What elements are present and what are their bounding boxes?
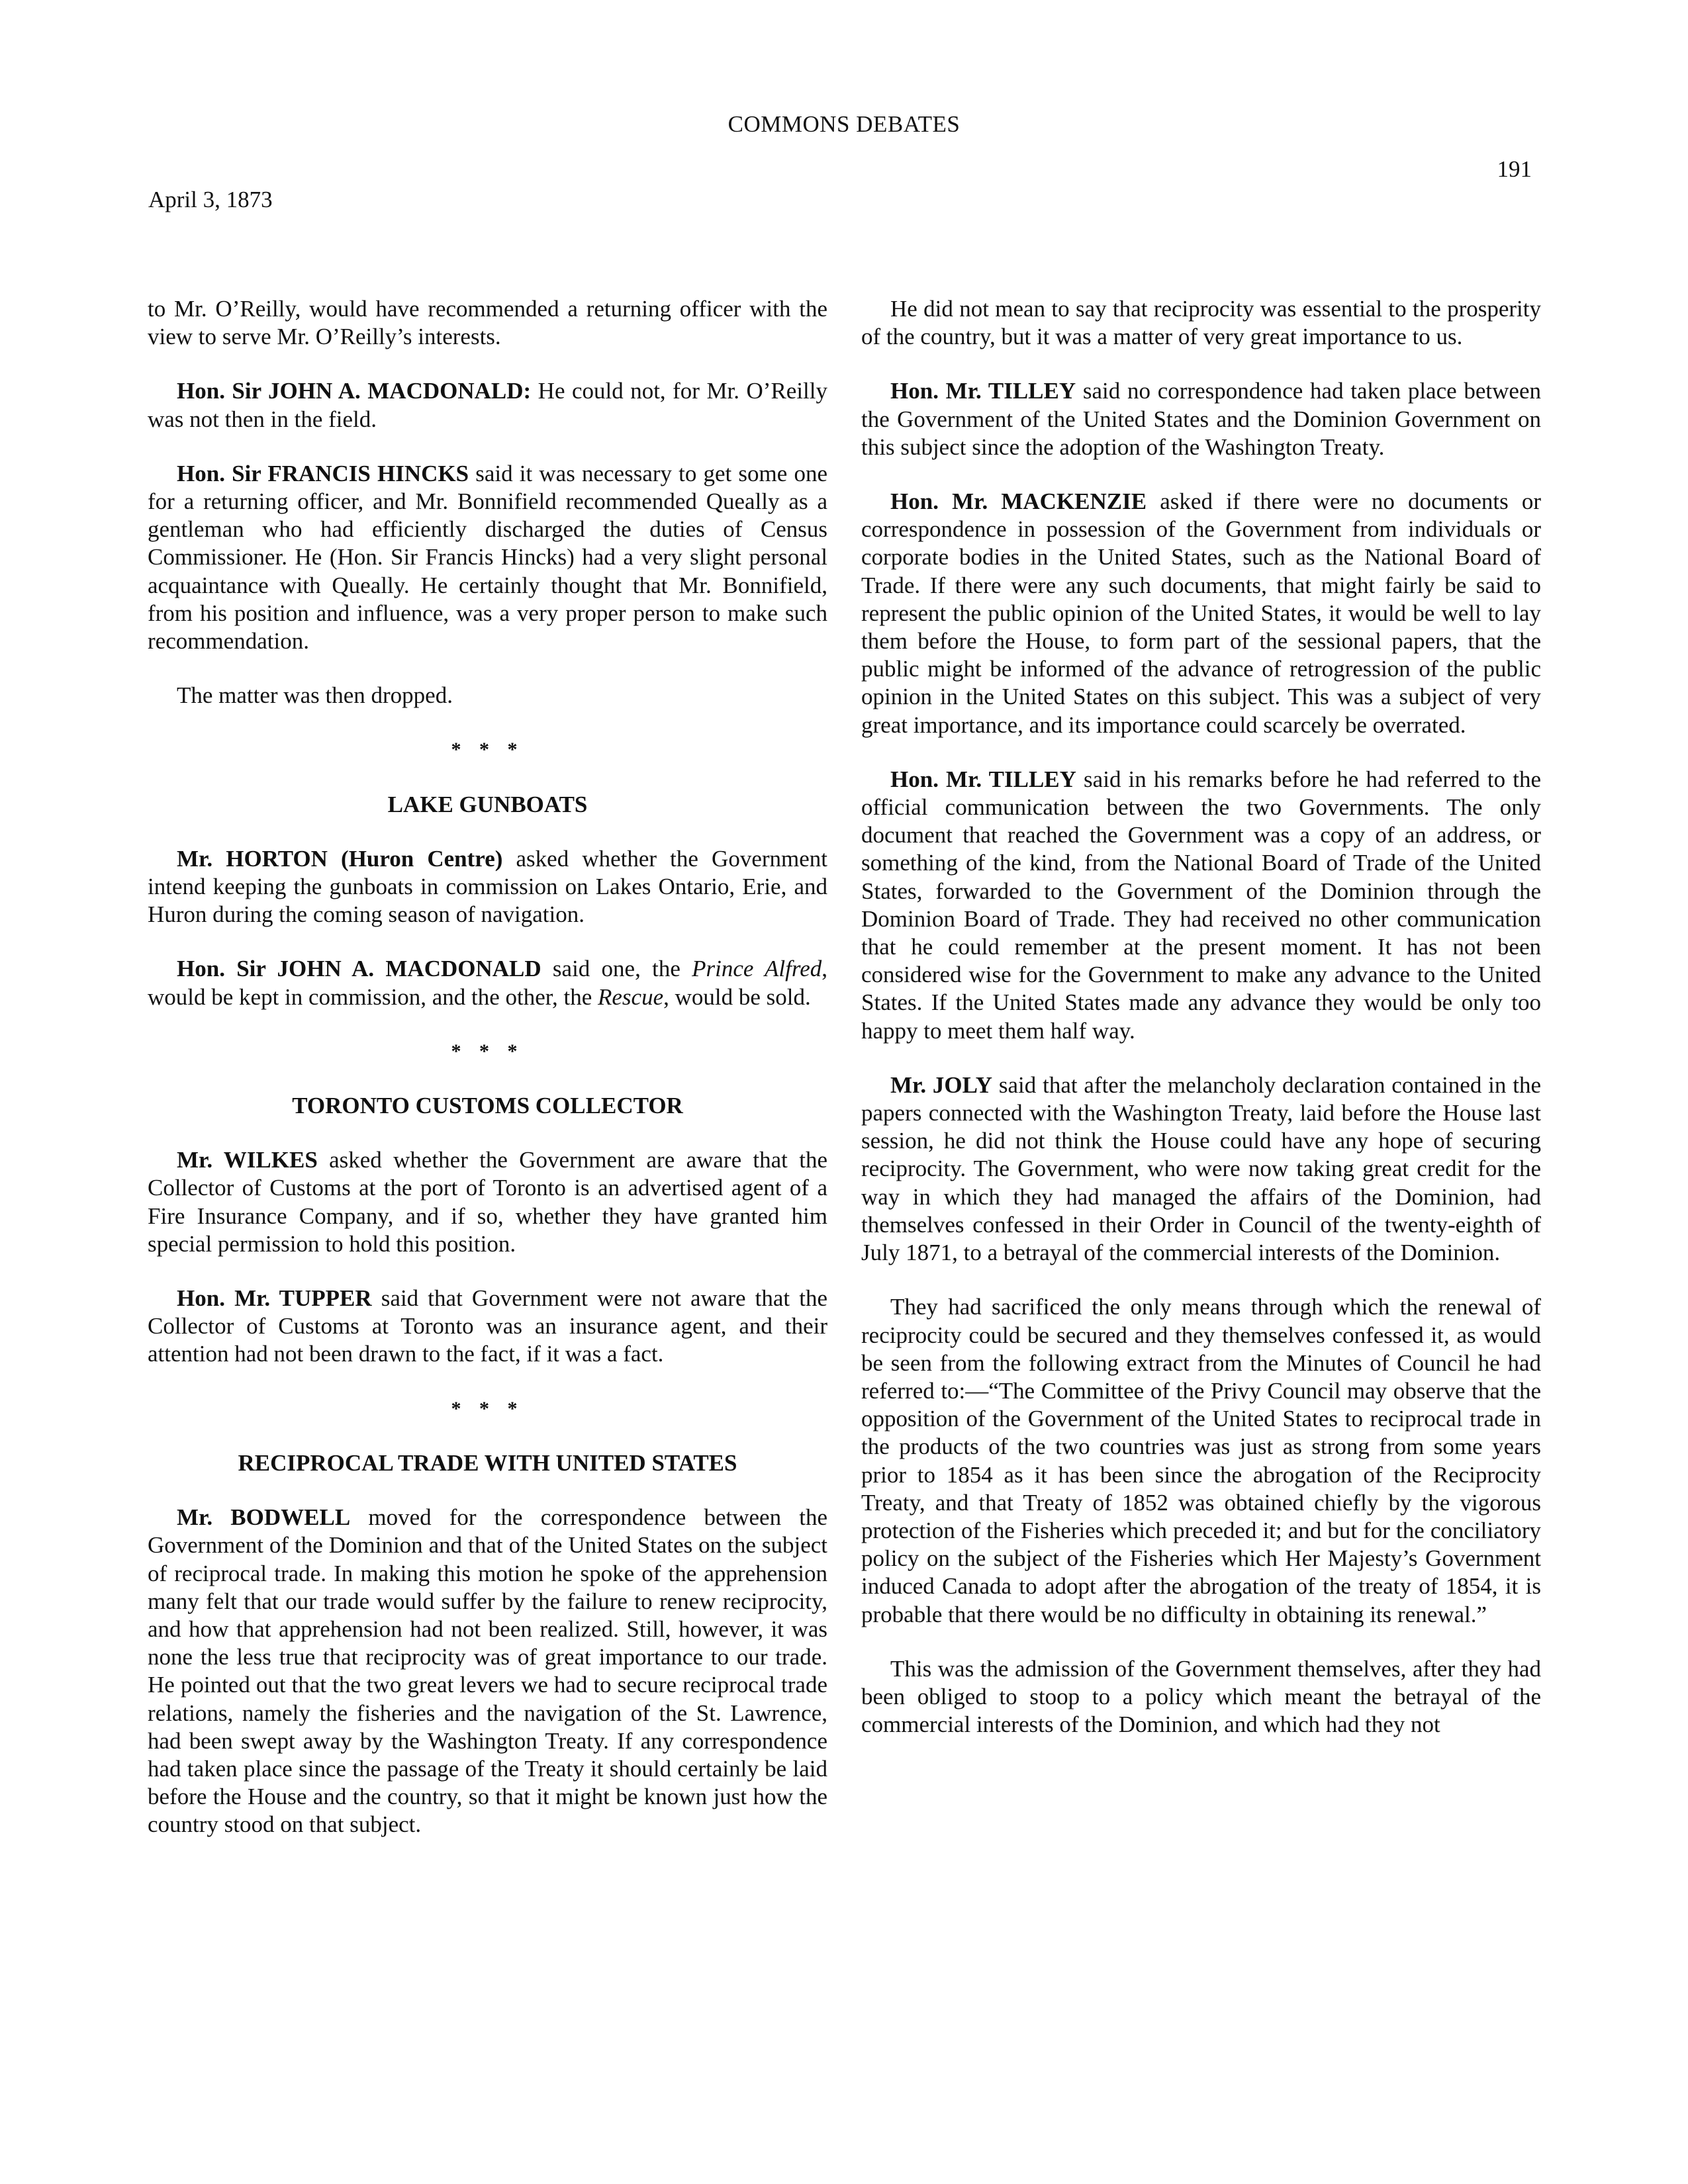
speaker-name: Mr. JOLY xyxy=(890,1071,993,1098)
paragraph: He did not mean to say that reciprocity was essential to the prosperity of the country, but it was a matter of very great importance to us. xyxy=(861,296,1541,350)
paragraph xyxy=(148,460,827,655)
speech-text: said in his remarks before he had referred to the official communication between the two Governments. The only document that reached the Government was a copy of an address, or something of the kind, from the National Board of Trade of the United States, forwarded to the Government of the Dominion through the Dominion Board of Trade. They had received no other communication that he could remember at the present moment. It has not been considered wise for the Government to make any advance to the United States. If the United States made any advance they would be only too happy to meet them half way. xyxy=(861,766,1541,1044)
paragraph xyxy=(148,1146,827,1258)
section-heading: LAKE GUNBOATS xyxy=(387,791,588,817)
speaker-name: Mr. HORTON (Huron Centre) xyxy=(177,845,503,872)
paragraph xyxy=(148,955,827,1011)
date-line: April 3, 1873 xyxy=(148,187,273,212)
speech-text: said no correspondence had taken place between the Government of the United States and the Dominion Government on this subject since the adoption of the Washington Treaty. xyxy=(861,378,1541,460)
section-separator: * * * xyxy=(451,1040,524,1062)
speech-text: , would be sold. xyxy=(663,983,811,1010)
paragraph xyxy=(861,377,1541,461)
speaker-name: Mr. BODWELL xyxy=(177,1504,351,1531)
speech-text: said that after the melancholy declaration contained in the papers connected with the Washington Treaty, laid before the House last session, he did not think the House could have any hope of securing reciprocity. The Government, who were now taking great credit for the way in which they had managed the affairs of the Dominion, had themselves confessed in their Order in Council of the twenty-eighth of July 1871, to a betrayal of the commercial interests of the Dominion. xyxy=(861,1071,1541,1266)
speech-text: said that Government were not aware that the Collector of Customs at Toronto was an insurance agent, and their attention had not been drawn to the fact, if it was a fact. xyxy=(148,1285,827,1367)
speaker-name: Hon. Mr. TILLEY xyxy=(890,766,1076,792)
paragraph xyxy=(861,1071,1541,1267)
left-column xyxy=(148,295,827,1839)
section-heading: RECIPROCAL TRADE WITH UNITED STATES xyxy=(238,1449,737,1476)
speaker-name: Hon. Mr. TILLEY xyxy=(890,378,1076,404)
ship-name: Rescue xyxy=(598,983,664,1010)
paragraph xyxy=(148,1504,827,1839)
speaker-name: Hon. Mr. TUPPER xyxy=(177,1285,372,1312)
speaker-name: Hon. Sir FRANCIS HINCKS xyxy=(177,460,469,486)
paragraph xyxy=(861,766,1541,1045)
section-heading: TORONTO CUSTOMS COLLECTOR xyxy=(292,1093,683,1119)
speaker-name: Hon. Mr. MACKENZIE xyxy=(890,488,1147,515)
speech-text: said it was necessary to get some one for a returning officer, and Mr. Bonnifield recommended Queally as a gentleman who had efficiently discharged the duties of Census Commissioner. He (Hon. Sir Francis Hincks) had a very slight personal acquaintance with Queally. He certainly thought that Mr. Bonnifield, from his position and influence, was a very proper person to make such recommendation. xyxy=(148,460,827,655)
speech-text: asked whether the Government intend keeping the gunboats in commission on Lakes Ontario, Erie, and Huron during the coming season of navigation. xyxy=(148,845,827,928)
section-separator: * * * xyxy=(451,1397,524,1420)
paragraph: to Mr. O’Reilly, would have recommended a returning officer with the view to serve Mr. O’Reilly’s interests. xyxy=(148,296,827,350)
right-column xyxy=(861,295,1541,1739)
paragraph: This was the admission of the Government themselves, after they had been obliged to stoop to a policy which meant the betrayal of the commercial interests of the Dominion, and which had they not xyxy=(861,1655,1541,1738)
page-number: 191 xyxy=(1497,156,1532,182)
section-separator: * * * xyxy=(451,739,524,761)
paragraph: The matter was then dropped. xyxy=(177,682,453,709)
speech-text: , would be kept in commission, and the other, the xyxy=(148,956,827,1010)
speech-text: asked whether the Government are aware that the Collector of Customs at the port of Toronto is an advertised agent of a Fire Insurance Company, and if so, whether they have granted him special permission to hold this position. xyxy=(148,1147,827,1257)
running-head: COMMONS DEBATES xyxy=(727,111,961,137)
speaker-name: Mr. WILKES xyxy=(177,1147,318,1173)
paragraph: They had sacrificed the only means through which the renewal of reciprocity could be secured and they themselves confessed it, as would be seen from the following extract from the Minutes of Council he had referred to:—“The Committee of the Privy Council may observe that the opposition of the Government of the United States to reciprocal trade in the products of the two countries was just as strong from some years prior to 1854 as it has been since the abrogation of the Reciprocity Treaty, and that Treaty of 1852 was obtained chiefly by the vigorous protection of the Fisheries which preceded it; and but for the conciliatory policy on the subject of the Fisheries which Her Majesty’s Government induced Canada to adopt after the abrogation of the treaty of 1854, it is probable that there would be no difficulty in obtaining its renewal.” xyxy=(861,1294,1541,1627)
speech-text: said one, the xyxy=(541,956,692,982)
ship-name: Prince Alfred xyxy=(692,956,822,982)
paragraph xyxy=(148,845,827,929)
paragraph xyxy=(861,488,1541,739)
speech-text: moved for the correspondence between the Government of the Dominion and that of the United States on the subject of reciprocal trade. In making this motion he spoke of the apprehension many felt that our trade would suffer by the failure to renew reciprocity, and how that apprehension had not been realized. Still, however, it was none the less true that reciprocity was of great importance to our trade. He pointed out that the two great levers we had to secure reciprocal trade relations, namely the fisheries and the navigation of the St. Lawrence, had been swept away by the Washington Treaty. If any correspondence had taken place since the passage of the Treaty it should certainly be laid before the House and the country, so that it might be known just how the country stood on that subject. xyxy=(148,1504,827,1838)
speech-text: He could not, for Mr. O’Reilly was not then in the field. xyxy=(148,378,827,432)
paragraph xyxy=(148,377,827,433)
speaker-name: Hon. Sir JOHN A. MACDONALD xyxy=(177,956,541,982)
speaker-name: Hon. Sir JOHN A. MACDONALD: xyxy=(177,378,532,404)
paragraph xyxy=(148,1285,827,1369)
speech-text: asked if there were no documents or correspondence in possession of the Government from individuals or corporate bodies in the United States, such as the National Board of Trade. If there were any such documents, that might fairly be said to represent the public opinion of the United States, it would be well to lay them before the House, to form part of the sessional papers, that the public might be informed of the advance of retrogression of the public opinion in the United States on this subject. This was a subject of very great importance, and its importance could scarcely be overrated. xyxy=(861,488,1542,738)
